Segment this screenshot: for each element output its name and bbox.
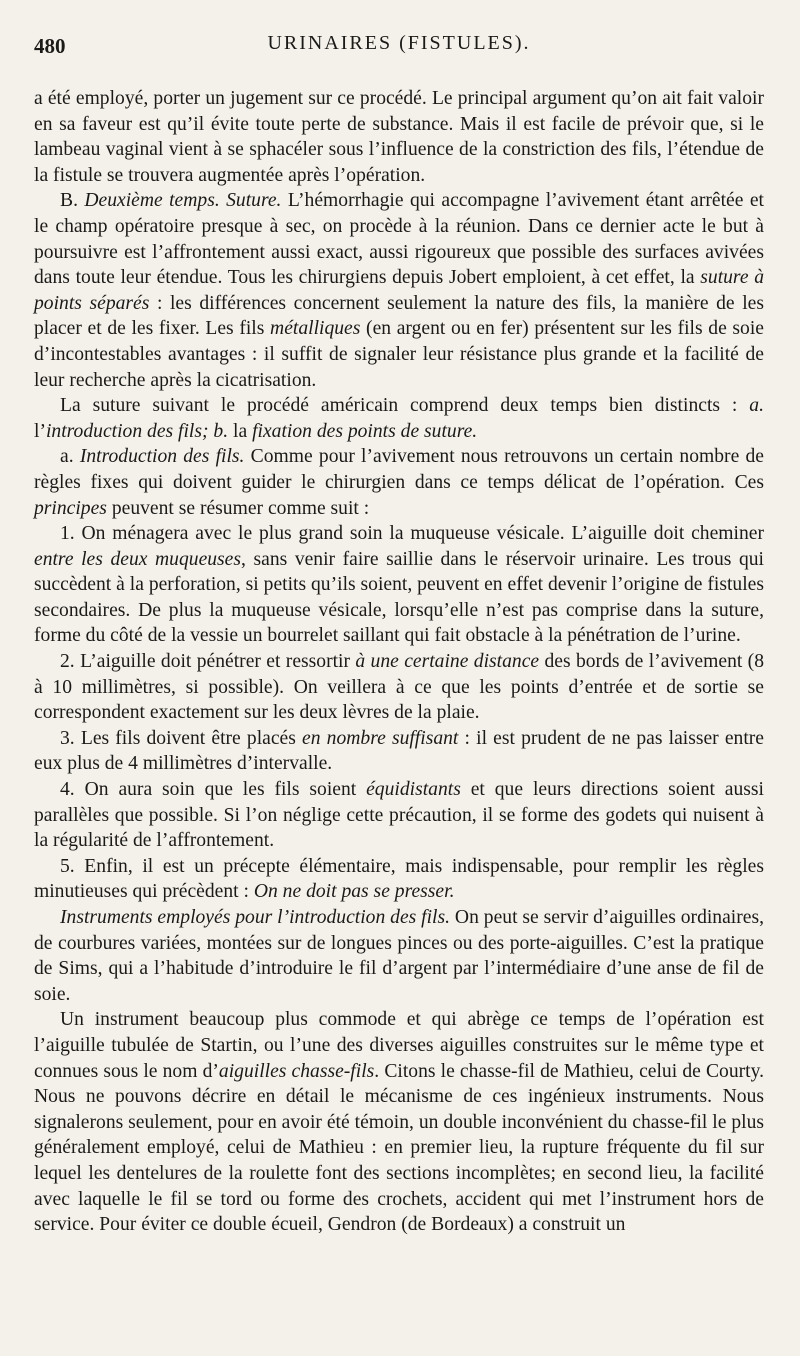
paragraph (34, 188, 764, 393)
text-run: B. (60, 190, 85, 212)
italic-text: On ne doit pas se presser. (253, 881, 455, 903)
text-run: Comme pour l’avivement nous retrouvons un certain nombre de règles fixes qui doivent guider le chirurgien dans ce temps délicat de l’opération. Ces (34, 446, 764, 493)
text-run: la (228, 420, 253, 442)
text-run: des bords de l’avivement (8 à 10 millimètres, si possible). On veillera à ce que les points d’entrée et de sortie se correspondent exactement sur les deux lèvres de la plaie. (34, 651, 764, 724)
italic-text: entre les deux muqueuses (34, 548, 242, 570)
text-run: : les différences concernent seulement la nature des fils, la manière de les placer et de les fixer. Les fils (34, 292, 764, 340)
text-run: peuvent se résumer comme suit : (106, 497, 370, 519)
text-run: a été employé, porter un jugement sur ce procédé. Le principal argument qu’on ait fait valoir en sa faveur est qu’il évite toute perte de substance. Mais il est facile de prévoir que, si le lambeau vaginal vient à se sphacéler sous l’influence de la constriction des fils, l’étendue de la fistule se trouvera augmentée après l’opération. (34, 88, 764, 186)
italic-text: équidistants (366, 779, 461, 801)
paragraph (34, 1007, 764, 1237)
text-run: L’hémorrhagie qui accompagne l’avivement étant arrêtée et le champ opératoire presque à sec, on procède à la réunion. Dans ce dernier acte le but à poursuivre est l’affrontement aussi exact, aussi rigoureux que possible des surfaces avivées dans toute leur étendue. Tous les chirurgiens depuis Jobert emploient, à cet effet, la (34, 190, 764, 289)
paragraph (34, 649, 764, 726)
italic-text: Introduction des fils. (79, 446, 245, 468)
italic-text: Instruments employés pour l’introduction des fils. (60, 907, 451, 928)
italic-text: introduction des fils; b. (45, 420, 229, 442)
body-text (34, 86, 764, 1238)
italic-text: métalliques (270, 318, 361, 340)
paragraph (34, 86, 764, 188)
paragraph (34, 521, 764, 649)
text-run: 1. On ménagera avec le plus grand soin la muqueuse vésicale. L’aiguille doit cheminer (60, 523, 764, 545)
text-run: 3. Les fils doivent être placés (60, 727, 303, 749)
text-run: On peut se servir d’aiguilles ordinaires, de courbures variées, montées sur de longues pinces ou des porte-aiguilles. C’est la pratique de Sims, qui a l’habitude d’introduire le fil d’argent par l’intermédiaire d’une anse de fil de soie. (34, 907, 764, 1005)
text-run: Un instrument beaucoup plus commode et qui abrège ce temps de l’opération est l’aiguille tubulée de Startin, ou l’une des diverses aiguilles construites sur le même type et connues sous le nom d’ (34, 1009, 764, 1082)
text-run: 2. L’aiguille doit pénétrer et ressortir (60, 651, 356, 673)
italic-text: à une certaine distance (355, 651, 540, 673)
paragraph (34, 777, 764, 854)
italic-text: Deuxième temps. Suture. (84, 190, 282, 212)
italic-text: fixation des points de suture. (252, 420, 478, 442)
page-header (34, 30, 764, 66)
text-run: : il est prudent de ne pas laisser entre eux plus de 4 millimètres d’intervalle. (34, 727, 764, 775)
page-number: 480 (34, 34, 66, 58)
text-run: 5. Enfin, il est un précepte élémentaire, mais indispensable, pour remplir les règles minutieuses qui précèdent : (34, 855, 764, 903)
italic-text: suture à points séparés (34, 267, 764, 314)
running-head: URINAIRES (FISTULES). (267, 32, 531, 54)
text-run: , sans venir faire saillie dans le réservoir urinaire. Les trous qui succèdent à la perforation, si petits qu’ils soient, peuvent en effet devenir l’origine de fistules secondaires. De plus la muqueuse vésicale, lorsqu’elle n’est pas comprise dans la suture, forme du côté de la vessie un bourrelet saillant qui fait obstacle à la pénétration de l’urine. (34, 548, 764, 647)
paragraph (34, 444, 764, 521)
italic-text: en nombre suffisant (302, 727, 459, 749)
italic-text: a. (749, 395, 764, 417)
paragraph (34, 726, 764, 777)
paragraph (34, 905, 764, 1007)
text-run: (en argent ou en fer) présentent sur les fils de soie d’incontestables avantages : il suffit de signaler leur résistance plus grande et la facilité de leur recherche après la cicatrisation. (34, 318, 764, 391)
italic-text: aiguilles chasse-fils (218, 1060, 375, 1082)
paragraph (34, 854, 764, 905)
paragraph (34, 393, 764, 444)
text-run: l’ (34, 420, 46, 442)
text-run: et que leurs directions soient aussi parallèles que possible. Si l’on néglige cette précaution, il se forme des godets qui nuisent à la régularité de l’affrontement. (34, 779, 764, 852)
text-run: . Citons le chasse-fil de Mathieu, celui de Courty. Nous ne pouvons décrire en détail le mécanisme de ces ingénieux instruments. Nous signalerons seulement, pour en avoir été témoin, un double inconvénient du chasse-fil le plus généralement employé, celui de Mathieu : en premier lieu, la rupture fréquente du fil sur lequel les dentelures de la roulette font des sections incomplètes; en second lieu, la facilité avec laquelle le fil se tord ou forme des crochets, accident qui met l’instrument hors de service. Pour éviter ce double écueil, Gendron (de Bordeaux) a construit un (34, 1060, 765, 1236)
text-run: 4. On aura soin que les fils soient (60, 779, 367, 801)
text-run: a. (60, 446, 80, 468)
italic-text: principes (34, 497, 107, 519)
text-run: La suture suivant le procédé américain comprend deux temps bien distincts : (60, 395, 750, 417)
